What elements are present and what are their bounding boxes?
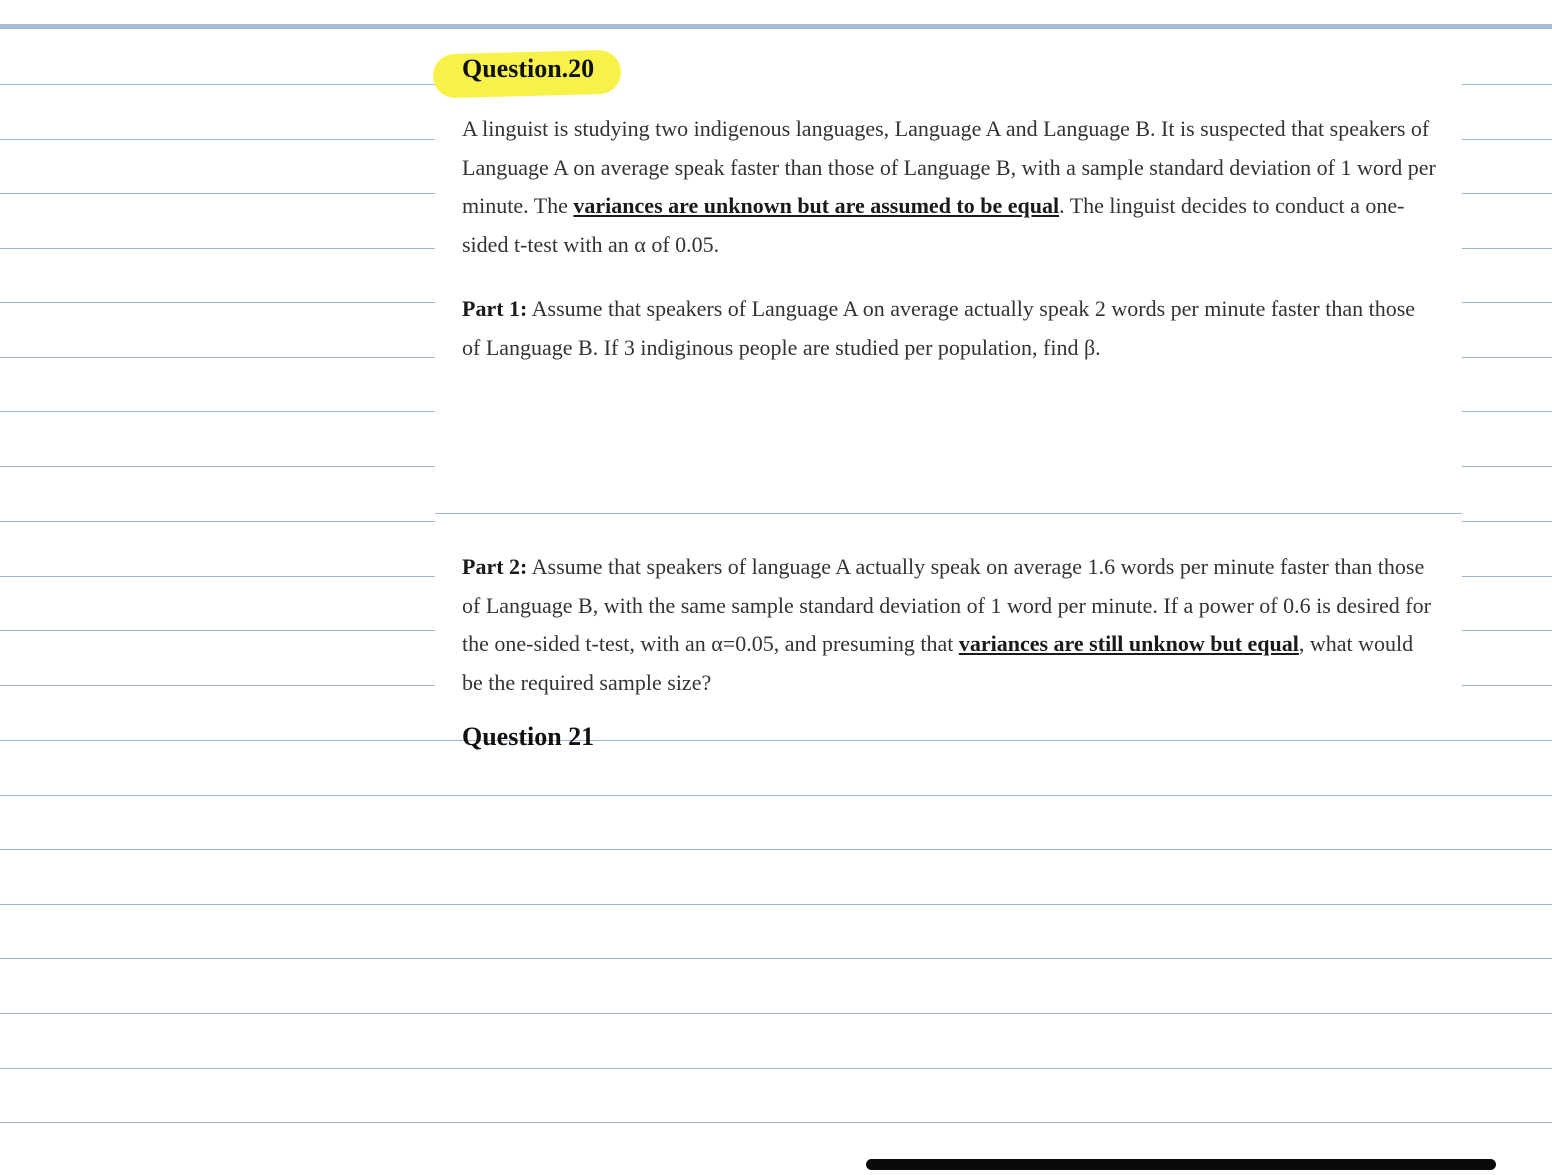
- part1-label: Part 1:: [462, 296, 528, 321]
- ruled-line: [0, 630, 435, 631]
- part2-text-before: Assume that speakers of language A actually speak on average 1.6 words per minute faster than those of Language B, with the same sample standard deviation of 1 word per minute. If a power of 0.6 is desired for the one-sided t-test, with an α=0.05, and presuming that: [462, 554, 1431, 657]
- ruled-line: [1462, 685, 1552, 686]
- ruled-line: [0, 795, 1552, 796]
- ruled-line: [0, 849, 1552, 850]
- ruled-line: [1462, 466, 1552, 467]
- ruled-line: [0, 685, 435, 686]
- ruled-line: [0, 466, 435, 467]
- pdf-page: [435, 30, 1462, 751]
- question-intro-paragraph: [462, 110, 1437, 264]
- part2-text-after: , what would be the required sample size?: [462, 631, 1414, 695]
- ruled-line: [0, 904, 1552, 905]
- ruled-line: [0, 1013, 1552, 1014]
- ruled-line: [0, 740, 1552, 741]
- part1-text: Assume that speakers of Language A on average actually speak 2 words per minute faster than those of Language B. If 3 indiginous people are studied per population, find β.: [462, 296, 1416, 360]
- ruled-line: [1462, 411, 1552, 412]
- question-title: Question.20: [462, 54, 595, 83]
- ruled-line: [1462, 248, 1552, 249]
- ruled-line: [0, 302, 435, 303]
- ruled-line: [0, 521, 435, 522]
- page-separator-line: [435, 513, 1462, 514]
- ruled-line: [0, 576, 435, 577]
- intro-emphasis: variances are unknown but are assumed to be equal: [573, 193, 1060, 219]
- ruled-line: [0, 1122, 1552, 1123]
- part2-paragraph: [462, 548, 1437, 702]
- intro-text-before: A linguist is studying two indigenous languages, Language A and Language B. It is suspected that speakers of Language A on average speak faster than those of Language B, with a sample standard deviation of 1 word per minute. The: [462, 116, 1436, 219]
- intro-text-after: . The linguist decides to conduct a one-sided t-test with an α of 0.05.: [462, 193, 1405, 257]
- ruled-line: [0, 84, 435, 85]
- ruled-line: [0, 139, 435, 140]
- ruled-line: [1462, 630, 1552, 631]
- ruled-line: [1462, 576, 1552, 577]
- ruled-line: [1462, 302, 1552, 303]
- ruled-line: [1462, 84, 1552, 85]
- ruled-line: [1462, 357, 1552, 358]
- home-indicator-bar[interactable]: [866, 1159, 1496, 1170]
- ruled-line: [1462, 193, 1552, 194]
- ruled-line: [1462, 521, 1552, 522]
- ruled-line: [0, 248, 435, 249]
- ruled-line: [0, 1068, 1552, 1069]
- ruled-line: [0, 193, 435, 194]
- part1-paragraph: [462, 290, 1437, 367]
- next-question-title: Question 21: [462, 722, 595, 751]
- ruled-line: [1462, 139, 1552, 140]
- part2-label: Part 2:: [462, 554, 528, 579]
- part2-emphasis: variances are still unknow but equal: [958, 631, 1299, 657]
- ruled-line: [0, 357, 435, 358]
- ruled-line: [0, 958, 1552, 959]
- ruled-line: [0, 411, 435, 412]
